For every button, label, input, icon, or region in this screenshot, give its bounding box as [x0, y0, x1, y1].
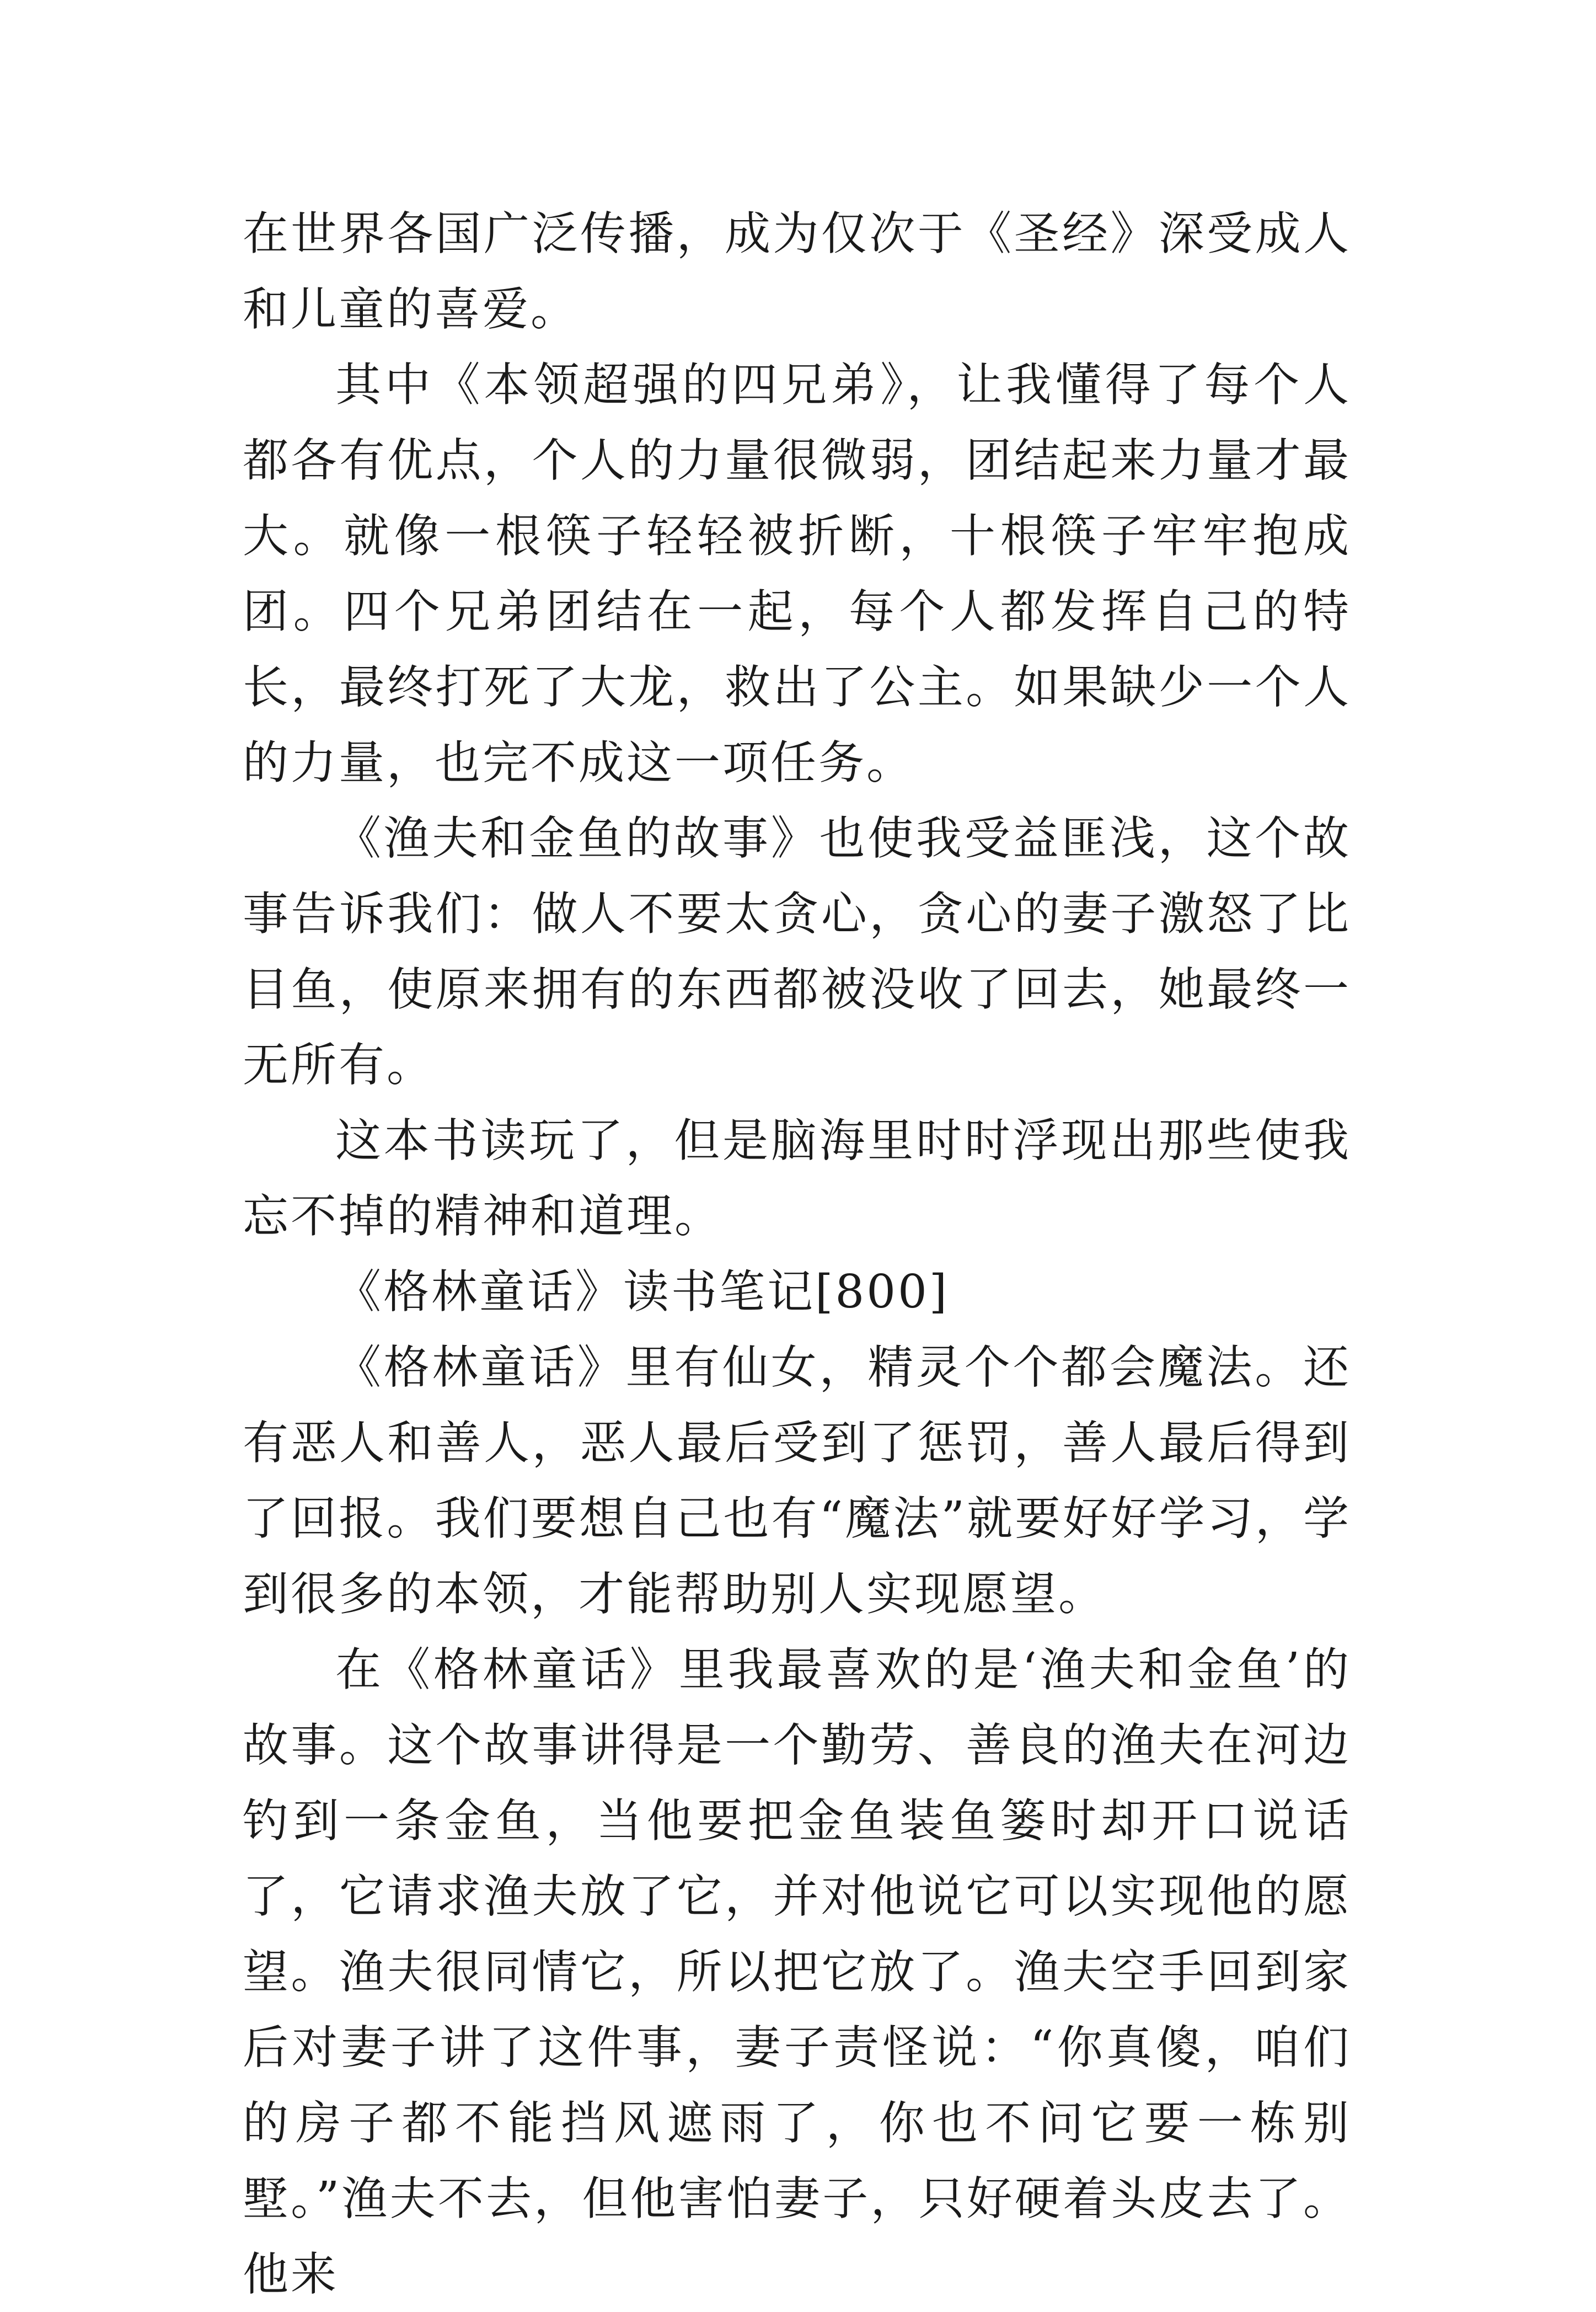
paragraph-1: 在世界各国广泛传播，成为仅次于《圣经》深受成人和儿童的喜爱。 — [243, 207, 1351, 336]
paragraph-5: 《格林童话》里有仙女，精灵个个都会魔法。还有恶人和善人，恶人最后受到了惩罚，善人最后得到了回报。我们要想自己也有“魔法”就要好好学习，学到很多的本领，才能帮助别人实现愿望。 — [243, 1341, 1351, 1621]
document-body — [243, 196, 1351, 2312]
paragraph-6: 在《格林童话》里我最喜欢的是‘渔夫和金鱼’的故事。这个故事讲得是一个勤劳、善良的渔夫在河边钓到一条金鱼，当他要把金鱼装鱼篓时却开口说话了，它请求渔夫放了它，并对他说它可以实现他的愿望。渔夫很同情它，所以把它放了。渔夫空手回到家后对妻子讲了这件事，妻子责怪说：“你真傻，咱们的房子都不能挡风遮雨了，你也不问它要一栋别墅。”渔夫不去，但他害怕妻子，只好硬着头皮去了。他来 — [243, 1643, 1351, 2301]
paragraph-3: 《渔夫和金鱼的故事》也使我受益匪浅，这个故事告诉我们：做人不要太贪心，贪心的妻子激怒了比目鱼，使原来拥有的东西都被没收了回去，她最终一无所有。 — [243, 811, 1351, 1092]
section-heading: 《格林童话》读书笔记[800] — [335, 1265, 950, 1318]
paragraph-4: 这本书读玩了，但是脑海里时时浮现出那些使我忘不掉的精神和道理。 — [243, 1114, 1351, 1243]
paragraph-2: 其中《本领超强的四兄弟》，让我懂得了每个人都各有优点，个人的力量很微弱，团结起来力量才最大。就像一根筷子轻轻被折断，十根筷子牢牢抱成团。四个兄弟团结在一起，每个人都发挥自己的特长，最终打死了大龙，救出了公主。如果缺少一个人的力量，也完不成这一项任务。 — [243, 358, 1351, 789]
